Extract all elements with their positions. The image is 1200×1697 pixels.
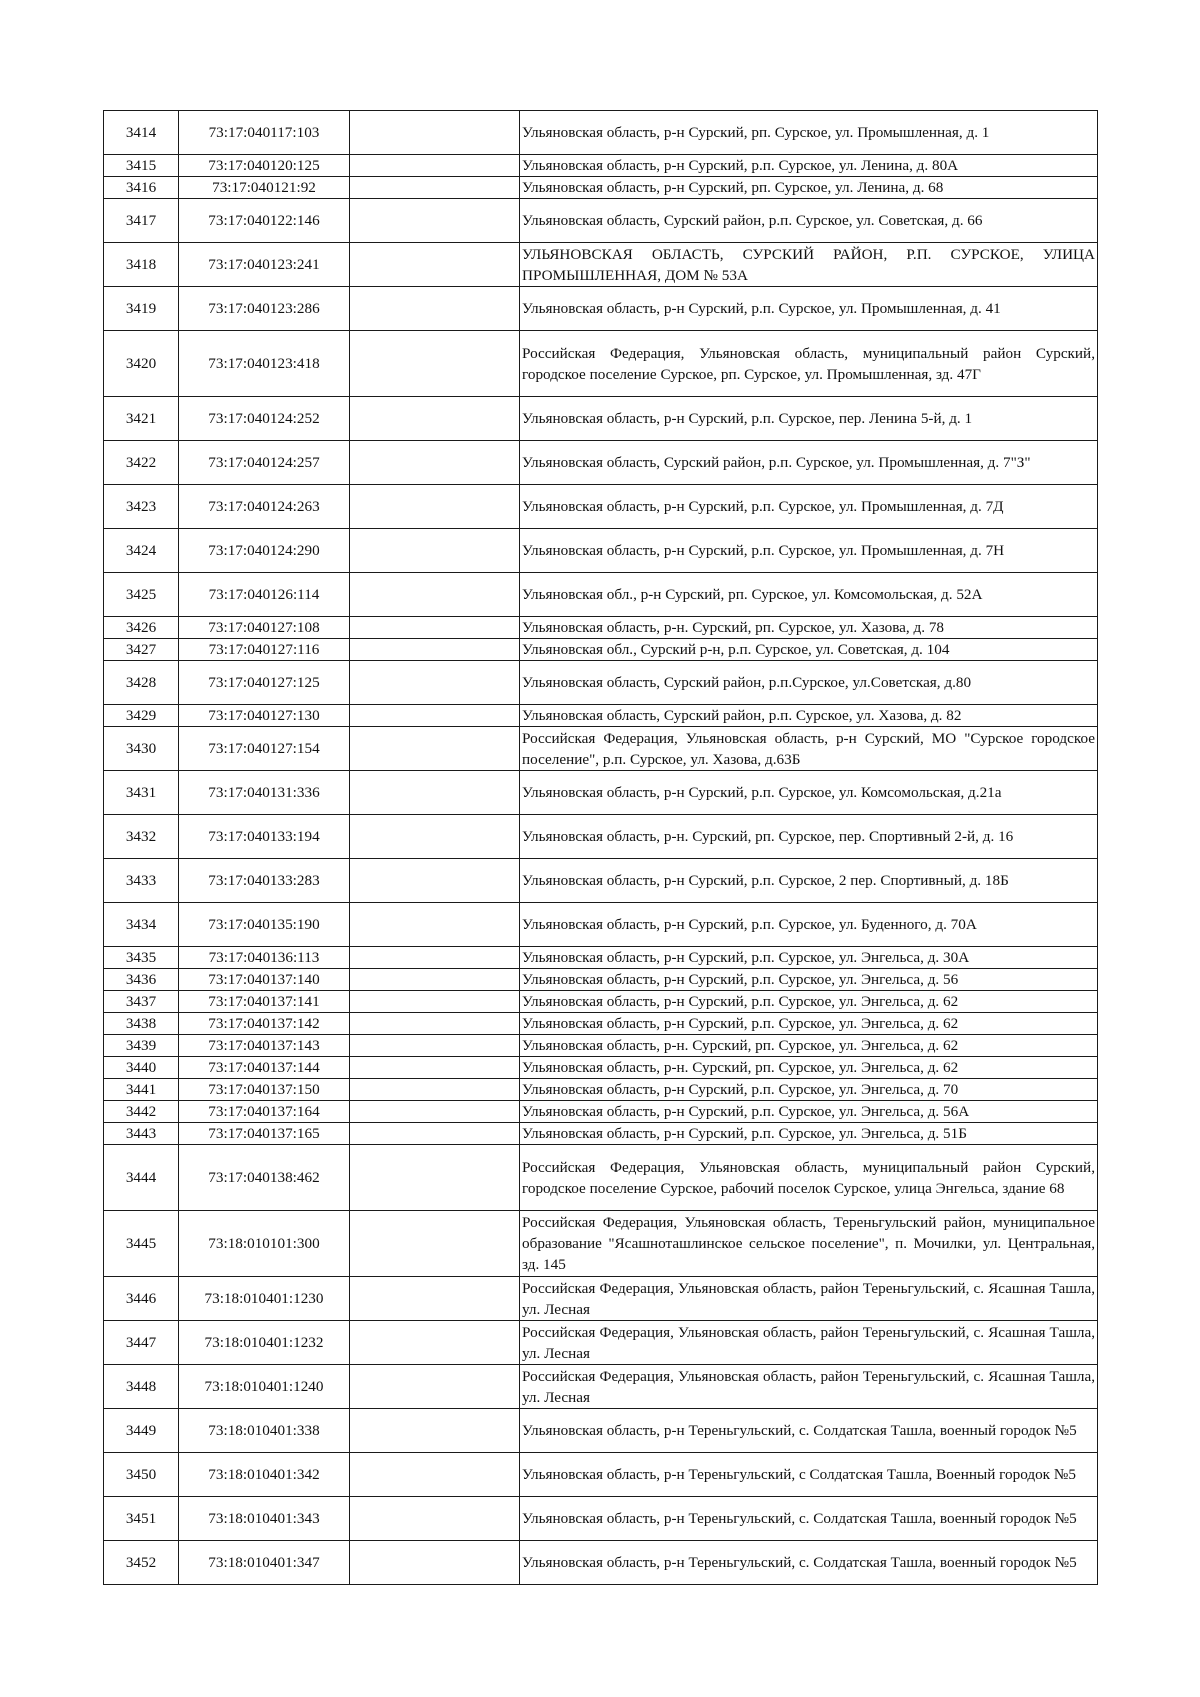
cadastral-number: 73:18:010401:342 [179,1453,350,1497]
row-number: 3441 [104,1079,179,1101]
table-row [104,639,1098,661]
address: Ульяновская область, р-н Сурский, р.п. Сурское, ул. Энгельса, д. 62 [520,991,1098,1013]
cadastral-number: 73:17:040137:165 [179,1123,350,1145]
cadastral-number: 73:18:010401:347 [179,1541,350,1585]
table-row [104,1453,1098,1497]
row-number: 3420 [104,331,179,397]
row-number: 3430 [104,727,179,771]
empty-cell [350,485,520,529]
cadastral-number: 73:17:040136:113 [179,947,350,969]
table-row [104,903,1098,947]
empty-cell [350,1321,520,1365]
empty-cell [350,903,520,947]
address: Ульяновская область, р-н Сурский, р.п. Сурское, ул. Ленина, д. 80А [520,155,1098,177]
row-number: 3423 [104,485,179,529]
table-row [104,1057,1098,1079]
cadastral-number: 73:17:040121:92 [179,177,350,199]
cadastral-number: 73:17:040123:241 [179,243,350,287]
row-number: 3414 [104,111,179,155]
address: Российская Федерация, Ульяновская область, район Тереньгульский, с. Ясашная Ташла, ул. Лесная [520,1321,1098,1365]
cadastral-number: 73:17:040124:263 [179,485,350,529]
row-number: 3419 [104,287,179,331]
empty-cell [350,441,520,485]
address: Ульяновская область, р-н Сурский, р.п. Сурское, пер. Ленина 5-й, д. 1 [520,397,1098,441]
table-row [104,243,1098,287]
address: Ульяновская область, р-н Сурский, р.п. Сурское, 2 пер. Спортивный, д. 18Б [520,859,1098,903]
table-row [104,1277,1098,1321]
table-row [104,485,1098,529]
cadastral-number: 73:17:040135:190 [179,903,350,947]
table-row [104,727,1098,771]
empty-cell [350,397,520,441]
cadastral-number: 73:17:040127:108 [179,617,350,639]
address: Ульяновская область, р-н Тереньгульский, с. Солдатская Ташла, военный городок №5 [520,1497,1098,1541]
cadastral-number: 73:17:040124:290 [179,529,350,573]
cadastral-number: 73:17:040133:283 [179,859,350,903]
cadastral-number: 73:17:040137:141 [179,991,350,1013]
cadastral-number: 73:17:040120:125 [179,155,350,177]
land-registry-table [103,110,1098,1585]
row-number: 3433 [104,859,179,903]
row-number: 3424 [104,529,179,573]
row-number: 3435 [104,947,179,969]
table-row [104,1211,1098,1277]
empty-cell [350,199,520,243]
address: Ульяновская область, р-н Сурский, р.п. Сурское, ул. Энгельса, д. 62 [520,1013,1098,1035]
address: Ульяновская область, Сурский район, р.п.Сурское, ул.Советская, д.80 [520,661,1098,705]
table-row [104,991,1098,1013]
row-number: 3438 [104,1013,179,1035]
empty-cell [350,1035,520,1057]
empty-cell [350,947,520,969]
row-number: 3426 [104,617,179,639]
empty-cell [350,287,520,331]
cadastral-number: 73:17:040127:116 [179,639,350,661]
row-number: 3446 [104,1277,179,1321]
table-row [104,177,1098,199]
table-row [104,1035,1098,1057]
row-number: 3450 [104,1453,179,1497]
empty-cell [350,1057,520,1079]
row-number: 3427 [104,639,179,661]
row-number: 3417 [104,199,179,243]
row-number: 3448 [104,1365,179,1409]
row-number: 3452 [104,1541,179,1585]
row-number: 3439 [104,1035,179,1057]
empty-cell [350,1013,520,1035]
row-number: 3415 [104,155,179,177]
address: УЛЬЯНОВСКАЯ ОБЛАСТЬ, СУРСКИЙ РАЙОН, Р.П. СУРСКОЕ, УЛИЦА ПРОМЫШЛЕННАЯ, ДОМ № 53А [520,243,1098,287]
empty-cell [350,1497,520,1541]
cadastral-number: 73:18:010401:1230 [179,1277,350,1321]
empty-cell [350,661,520,705]
table-row [104,617,1098,639]
address: Российская Федерация, Ульяновская область, район Тереньгульский, с. Ясашная Ташла, ул. Лесная [520,1277,1098,1321]
table-row [104,771,1098,815]
cadastral-number: 73:17:040123:418 [179,331,350,397]
address: Российская Федерация, Ульяновская область, Тереньгульский район, муниципальное образование "Ясашноташлинское сельское поселение", п. Мочилки, ул. Центральная, зд. 145 [520,1211,1098,1277]
empty-cell [350,1145,520,1211]
cadastral-number: 73:17:040123:286 [179,287,350,331]
empty-cell [350,1409,520,1453]
empty-cell [350,177,520,199]
empty-cell [350,155,520,177]
cadastral-number: 73:17:040137:150 [179,1079,350,1101]
empty-cell [350,639,520,661]
table-body [104,111,1098,1585]
cadastral-number: 73:17:040131:336 [179,771,350,815]
table-row [104,529,1098,573]
address: Ульяновская область, р-н Сурский, рп. Сурское, ул. Ленина, д. 68 [520,177,1098,199]
table-row [104,397,1098,441]
empty-cell [350,727,520,771]
empty-cell [350,1365,520,1409]
address: Ульяновская обл., р-н Сурский, рп. Сурское, ул. Комсомольская, д. 52А [520,573,1098,617]
cadastral-number: 73:18:010401:1232 [179,1321,350,1365]
row-number: 3422 [104,441,179,485]
table-row [104,155,1098,177]
address: Ульяновская область, р-н. Сурский, рп. Сурское, ул. Хазова, д. 78 [520,617,1098,639]
table-row [104,1079,1098,1101]
row-number: 3421 [104,397,179,441]
table-row [104,859,1098,903]
address: Ульяновская область, р-н Сурский, р.п. Сурское, ул. Энгельса, д. 30А [520,947,1098,969]
row-number: 3449 [104,1409,179,1453]
row-number: 3429 [104,705,179,727]
empty-cell [350,1541,520,1585]
table-row [104,815,1098,859]
row-number: 3447 [104,1321,179,1365]
cadastral-number: 73:18:010401:343 [179,1497,350,1541]
address: Ульяновская обл., Сурский р-н, р.п. Сурское, ул. Советская, д. 104 [520,639,1098,661]
address: Российская Федерация, Ульяновская область, район Тереньгульский, с. Ясашная Ташла, ул. Лесная [520,1365,1098,1409]
cadastral-number: 73:18:010101:300 [179,1211,350,1277]
row-number: 3443 [104,1123,179,1145]
row-number: 3431 [104,771,179,815]
address: Ульяновская область, р-н Сурский, р.п. Сурское, ул. Промышленная, д. 7Н [520,529,1098,573]
row-number: 3451 [104,1497,179,1541]
address: Российская Федерация, Ульяновская область, муниципальный район Сурский, городское поселение Сурское, рп. Сурское, ул. Промышленная, зд. 47Г [520,331,1098,397]
row-number: 3440 [104,1057,179,1079]
table-row [104,705,1098,727]
table-row [104,1497,1098,1541]
empty-cell [350,815,520,859]
cadastral-number: 73:17:040126:114 [179,573,350,617]
empty-cell [350,529,520,573]
row-number: 3436 [104,969,179,991]
address: Ульяновская область, р-н Сурский, р.п. Сурское, ул. Энгельса, д. 70 [520,1079,1098,1101]
table-row [104,1013,1098,1035]
table-row [104,199,1098,243]
row-number: 3418 [104,243,179,287]
row-number: 3444 [104,1145,179,1211]
address: Ульяновская область, р-н Тереньгульский, с. Солдатская Ташла, военный городок №5 [520,1541,1098,1585]
empty-cell [350,705,520,727]
address: Ульяновская область, р-н Сурский, р.п. Сурское, ул. Энгельса, д. 56 [520,969,1098,991]
address: Ульяновская область, р-н Сурский, р.п. Сурское, ул. Промышленная, д. 7Д [520,485,1098,529]
address: Российская Федерация, Ульяновская область, муниципальный район Сурский, городское поселение Сурское, рабочий поселок Сурское, улица Энгельса, здание 68 [520,1145,1098,1211]
empty-cell [350,1079,520,1101]
empty-cell [350,331,520,397]
row-number: 3416 [104,177,179,199]
cadastral-number: 73:17:040133:194 [179,815,350,859]
cadastral-number: 73:17:040124:252 [179,397,350,441]
table-row [104,1409,1098,1453]
cadastral-number: 73:17:040127:154 [179,727,350,771]
table-row [104,969,1098,991]
address: Ульяновская область, р-н. Сурский, рп. Сурское, ул. Энгельса, д. 62 [520,1057,1098,1079]
address: Ульяновская область, Сурский район, р.п. Сурское, ул. Промышленная, д. 7"З" [520,441,1098,485]
empty-cell [350,1277,520,1321]
cadastral-number: 73:17:040137:144 [179,1057,350,1079]
row-number: 3428 [104,661,179,705]
empty-cell [350,111,520,155]
address: Ульяновская область, р-н Сурский, р.п. Сурское, ул. Буденного, д. 70А [520,903,1098,947]
address: Ульяновская область, Сурский район, р.п. Сурское, ул. Советская, д. 66 [520,199,1098,243]
empty-cell [350,771,520,815]
row-number: 3437 [104,991,179,1013]
row-number: 3445 [104,1211,179,1277]
cadastral-number: 73:17:040138:462 [179,1145,350,1211]
address: Ульяновская область, р-н Тереньгульский, с Солдатская Ташла, Военный городок №5 [520,1453,1098,1497]
empty-cell [350,573,520,617]
empty-cell [350,617,520,639]
table-row [104,1541,1098,1585]
table-row [104,441,1098,485]
empty-cell [350,991,520,1013]
table-row [104,1145,1098,1211]
cadastral-number: 73:17:040137:164 [179,1101,350,1123]
cadastral-number: 73:17:040127:130 [179,705,350,727]
row-number: 3442 [104,1101,179,1123]
empty-cell [350,1211,520,1277]
cadastral-number: 73:17:040137:143 [179,1035,350,1057]
table-row [104,573,1098,617]
address: Ульяновская область, р-н. Сурский, рп. Сурское, ул. Энгельса, д. 62 [520,1035,1098,1057]
table-row [104,331,1098,397]
cadastral-number: 73:17:040124:257 [179,441,350,485]
table-row [104,1321,1098,1365]
cadastral-number: 73:18:010401:1240 [179,1365,350,1409]
table-row [104,111,1098,155]
empty-cell [350,1101,520,1123]
cadastral-number: 73:17:040122:146 [179,199,350,243]
address: Ульяновская область, р-н Сурский, р.п. Сурское, ул. Комсомольская, д.21а [520,771,1098,815]
empty-cell [350,1453,520,1497]
address: Ульяновская область, р-н. Сурский, рп. Сурское, пер. Спортивный 2-й, д. 16 [520,815,1098,859]
table-row [104,1123,1098,1145]
cadastral-number: 73:17:040137:142 [179,1013,350,1035]
empty-cell [350,243,520,287]
table-row [104,947,1098,969]
address: Ульяновская область, Сурский район, р.п. Сурское, ул. Хазова, д. 82 [520,705,1098,727]
cadastral-number: 73:17:040127:125 [179,661,350,705]
address: Ульяновская область, р-н Сурский, рп. Сурское, ул. Промышленная, д. 1 [520,111,1098,155]
row-number: 3432 [104,815,179,859]
table-row [104,661,1098,705]
empty-cell [350,859,520,903]
empty-cell [350,1123,520,1145]
address: Ульяновская область, р-н Сурский, р.п. Сурское, ул. Промышленная, д. 41 [520,287,1098,331]
empty-cell [350,969,520,991]
cadastral-number: 73:17:040137:140 [179,969,350,991]
cadastral-number: 73:17:040117:103 [179,111,350,155]
row-number: 3425 [104,573,179,617]
address: Ульяновская область, р-н Сурский, р.п. Сурское, ул. Энгельса, д. 51Б [520,1123,1098,1145]
table-row [104,1365,1098,1409]
table-row [104,287,1098,331]
address: Ульяновская область, р-н Тереньгульский, с. Солдатская Ташла, военный городок №5 [520,1409,1098,1453]
table-row [104,1101,1098,1123]
row-number: 3434 [104,903,179,947]
address: Ульяновская область, р-н Сурский, р.п. Сурское, ул. Энгельса, д. 56А [520,1101,1098,1123]
address: Российская Федерация, Ульяновская область, р-н Сурский, МО "Сурское городское поселение", р.п. Сурское, ул. Хазова, д.63Б [520,727,1098,771]
cadastral-number: 73:18:010401:338 [179,1409,350,1453]
